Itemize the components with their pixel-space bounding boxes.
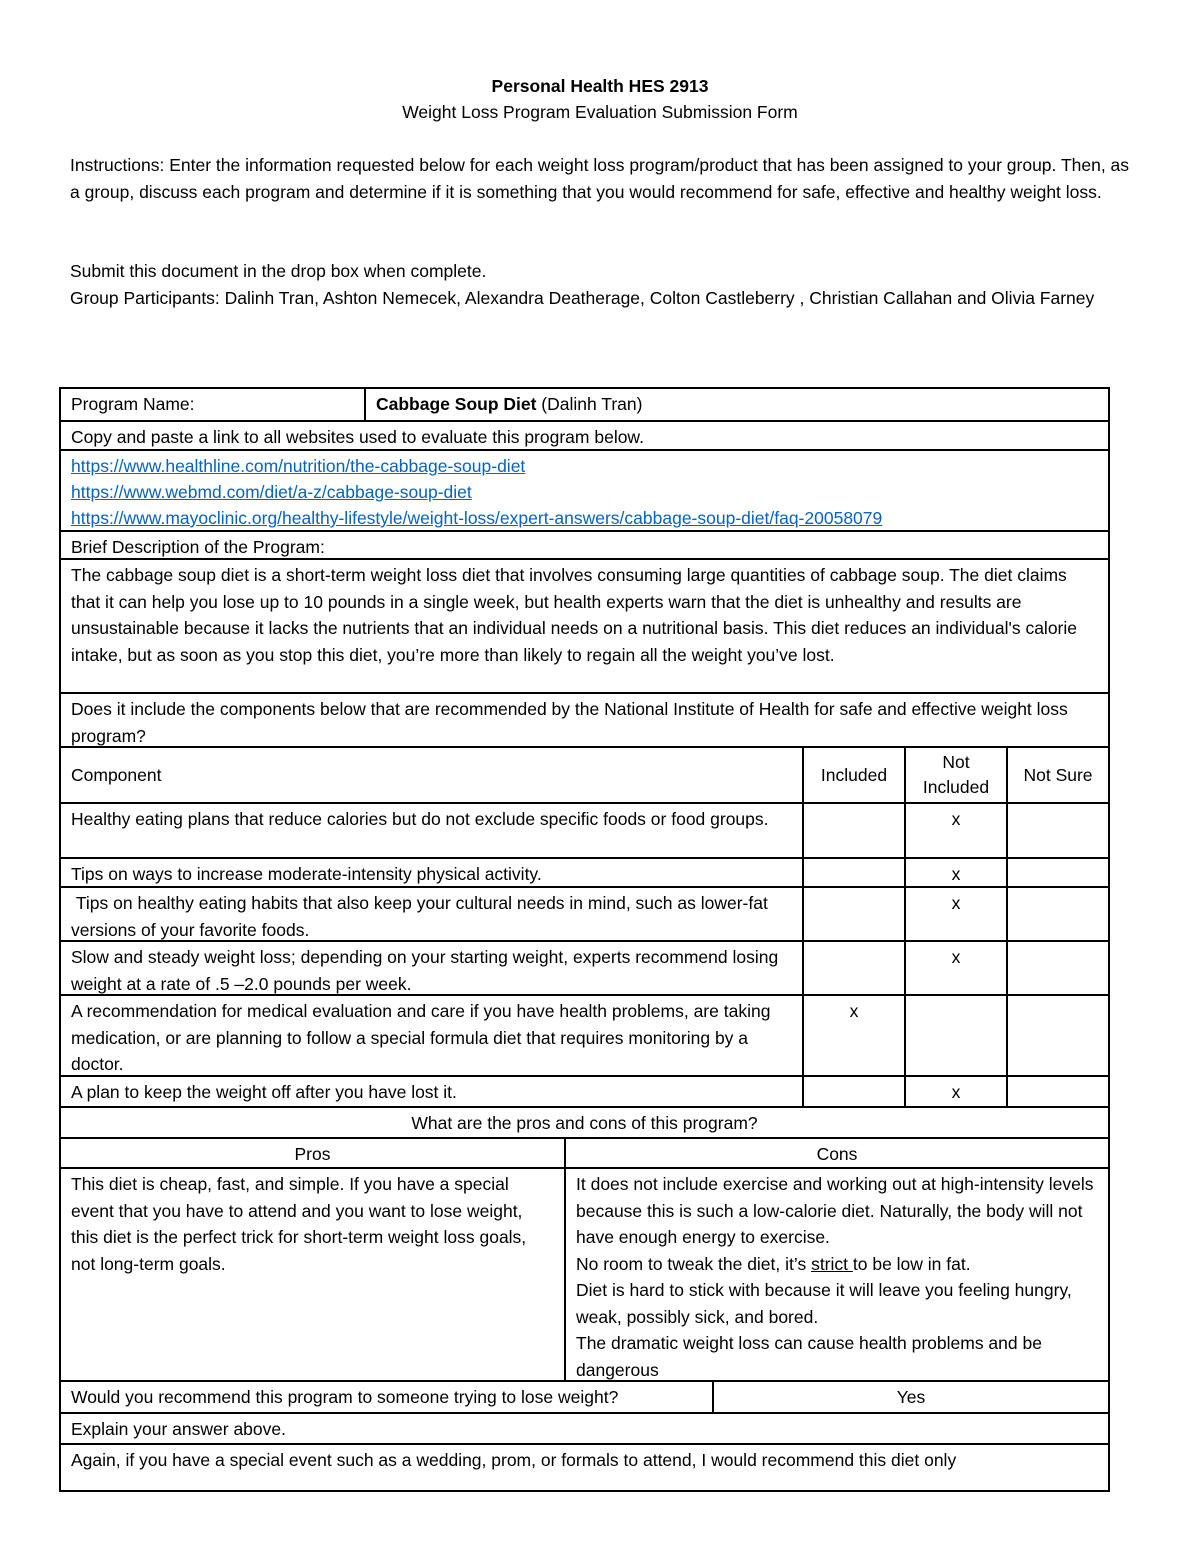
cons-cell bbox=[566, 1169, 1110, 1380]
component-included bbox=[804, 804, 906, 857]
link-webmd[interactable]: https://www.webmd.com/diet/a-z/cabbage-soup-diet bbox=[71, 482, 472, 502]
description-row bbox=[61, 560, 1110, 694]
links-row bbox=[61, 451, 1110, 532]
link-mayoclinic[interactable]: https://www.mayoclinic.org/healthy-lifestyle/weight-loss/expert-answers/cabbage-soup-diet/faq-20058079 bbox=[71, 508, 883, 528]
component-not-sure bbox=[1008, 859, 1110, 886]
component-not-included: x bbox=[906, 1077, 1008, 1106]
recommend-question: Would you recommend this program to someone trying to lose weight? bbox=[61, 1382, 714, 1412]
components-question: Does it include the components below that are recommended by the National Institute of Health for safe and effective weight loss program? bbox=[61, 694, 1110, 746]
component-row bbox=[61, 942, 1110, 996]
component-not-sure bbox=[1008, 996, 1110, 1075]
pros-text: This diet is cheap, fast, and simple. If you have a special event that you have to attend and you want to lose weight, this diet is the perfect trick for short-term weight loss goals, not long-term goals. bbox=[61, 1169, 566, 1380]
component-included bbox=[804, 888, 906, 940]
component-text: Healthy eating plans that reduce calories but do not exclude specific foods or food groups. bbox=[61, 804, 804, 857]
submit-note: Submit this document in the drop box when complete. bbox=[70, 261, 487, 281]
links-label-row bbox=[61, 422, 1110, 451]
program-name-bold: Cabbage Soup Diet bbox=[376, 394, 537, 414]
evaluation-table bbox=[59, 387, 1110, 1492]
not-sure-column-header: Not Sure bbox=[1008, 748, 1110, 802]
description-text: The cabbage soup diet is a short-term weight loss diet that involves consuming large quantities of cabbage soup. The diet claims that it can help you lose up to 10 pounds in a single week, but health experts warn that the diet is unhealthy and results are unsustainable because it lacks the nutrients that an individual needs on a nutritional basis. This diet reduces an individual's calorie intake, but as soon as you stop this diet, you’re more than likely to regain all the weight you’ve lost. bbox=[61, 560, 1110, 692]
recommend-answer: Yes bbox=[714, 1382, 1110, 1412]
pros-header: Pros bbox=[61, 1139, 566, 1167]
explain-label-row bbox=[61, 1414, 1110, 1445]
cons-item: Diet is hard to stick with because it will leave you feeling hungry, weak, possibly sick, and bored. bbox=[576, 1280, 1072, 1327]
cons-item-part: No room to tweak the diet, it’s bbox=[576, 1253, 812, 1274]
program-name-value bbox=[366, 389, 1110, 420]
not-included-column-header: Not Included bbox=[906, 748, 1008, 802]
components-header-row bbox=[61, 748, 1110, 804]
component-row bbox=[61, 888, 1110, 942]
program-name-row bbox=[61, 389, 1110, 422]
component-column-header: Component bbox=[61, 748, 804, 802]
explain-text: Again, if you have a special event such as a wedding, prom, or formals to attend, I would recommend this diet only bbox=[61, 1445, 1110, 1490]
component-row bbox=[61, 1077, 1110, 1108]
component-not-sure bbox=[1008, 942, 1110, 994]
component-text: Slow and steady weight loss; depending on your starting weight, experts recommend losing weight at a rate of .5 –2.0 pounds per week. bbox=[61, 942, 804, 994]
cons-item: It does not include exercise and working out at high-intensity levels because this is such a low-calorie diet. Naturally, the body will not have enough energy to exercise. bbox=[576, 1174, 1094, 1247]
component-not-sure bbox=[1008, 888, 1110, 940]
cons-item-underlined: strict bbox=[811, 1253, 853, 1274]
submission-block bbox=[70, 258, 1130, 311]
component-row bbox=[61, 859, 1110, 888]
cons-item-part: to be low in fat. bbox=[852, 1253, 971, 1274]
description-label-row bbox=[61, 532, 1110, 560]
included-column-header: Included bbox=[804, 748, 906, 802]
links-label: Copy and paste a link to all websites used to evaluate this program below. bbox=[61, 422, 1110, 449]
components-question-row bbox=[61, 694, 1110, 748]
component-text: Tips on ways to increase moderate-intensity physical activity. bbox=[61, 859, 804, 886]
component-included bbox=[804, 942, 906, 994]
instructions-paragraph: Instructions: Enter the information requested below for each weight loss program/product that has been assigned to your group. Then, as a group, discuss each program and determine if it is something that you would recommend for safe, effective and healthy weight loss. bbox=[70, 155, 1130, 202]
component-included bbox=[804, 859, 906, 886]
component-not-sure bbox=[1008, 1077, 1110, 1106]
form-subtitle: Weight Loss Program Evaluation Submission Form bbox=[402, 102, 798, 122]
component-text: Tips on healthy eating habits that also keep your cultural needs in mind, such as lower-fat versions of your favorite foods. bbox=[61, 888, 804, 940]
component-text: A plan to keep the weight off after you have lost it. bbox=[61, 1077, 804, 1106]
component-text: A recommendation for medical evaluation and care if you have health problems, are taking medication, or are planning to follow a special formula diet that requires monitoring by a doctor. bbox=[61, 996, 804, 1075]
pros-cons-header-row bbox=[61, 1139, 1110, 1169]
component-not-included: x bbox=[906, 859, 1008, 886]
recommend-row bbox=[61, 1382, 1110, 1414]
cons-header: Cons bbox=[566, 1139, 1110, 1167]
explain-text-row bbox=[61, 1445, 1110, 1492]
component-included: x bbox=[804, 996, 906, 1075]
cons-item bbox=[576, 1251, 1098, 1278]
link-healthline[interactable]: https://www.healthline.com/nutrition/the-cabbage-soup-diet bbox=[71, 456, 526, 476]
cons-item: The dramatic weight loss can cause health problems and be dangerous bbox=[576, 1333, 1042, 1380]
description-label: Brief Description of the Program: bbox=[61, 532, 1110, 558]
component-row bbox=[61, 804, 1110, 859]
component-not-included: x bbox=[906, 888, 1008, 940]
component-not-included: x bbox=[906, 942, 1008, 994]
pros-cons-question-row bbox=[61, 1108, 1110, 1139]
component-not-included: x bbox=[906, 804, 1008, 857]
links-cell bbox=[61, 451, 1110, 530]
component-included bbox=[804, 1077, 906, 1106]
program-name-author: (Dalinh Tran) bbox=[536, 394, 643, 414]
pros-cons-content-row bbox=[61, 1169, 1110, 1382]
pros-cons-question: What are the pros and cons of this program? bbox=[61, 1108, 1110, 1137]
program-name-label: Program Name: bbox=[61, 389, 366, 420]
explain-label: Explain your answer above. bbox=[61, 1414, 1110, 1443]
form-title: Personal Health HES 2913 bbox=[491, 76, 709, 96]
component-row bbox=[61, 996, 1110, 1077]
component-not-sure bbox=[1008, 804, 1110, 857]
group-participants: Group Participants: Dalinh Tran, Ashton Nemecek, Alexandra Deatherage, Colton Castleberry , Christian Callahan and Olivia Farney bbox=[70, 287, 1095, 308]
component-not-included bbox=[906, 996, 1008, 1075]
